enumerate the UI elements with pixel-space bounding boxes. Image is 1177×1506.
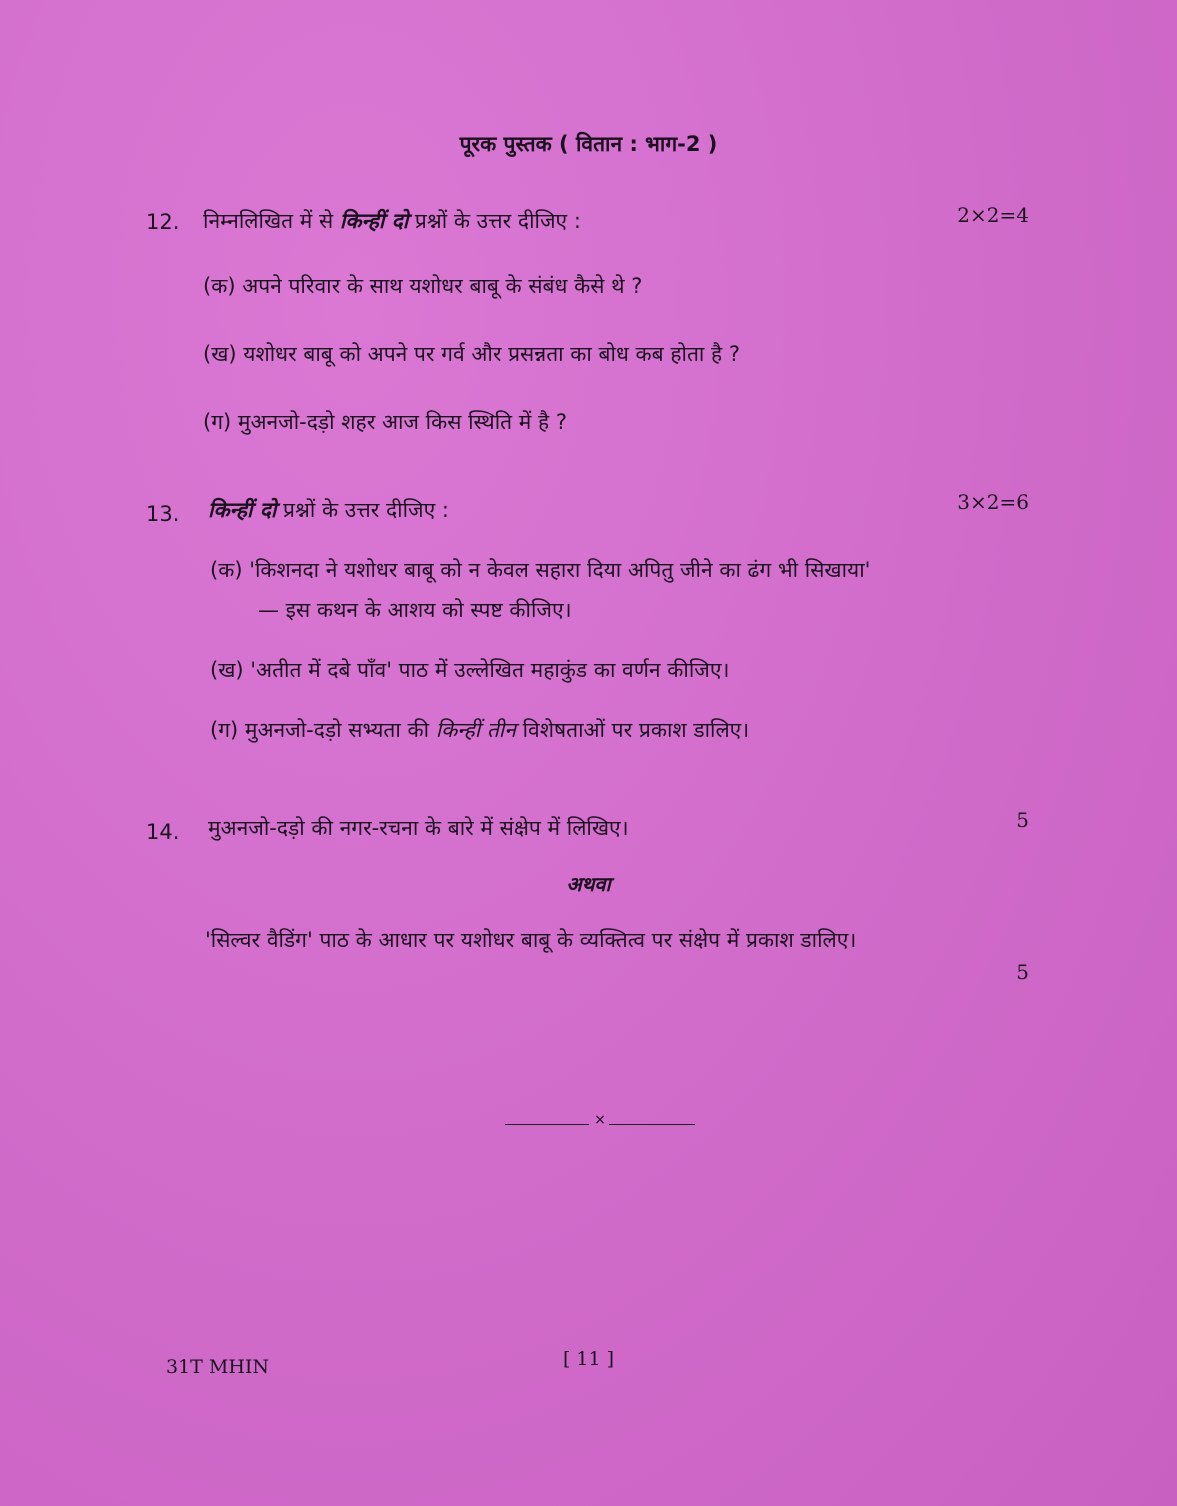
question-14-alternative-marks: 5 <box>1016 960 1029 984</box>
question-13-part-a-continuation: — इस कथन के आशय को स्पष्ट कीजिए। <box>258 598 572 622</box>
question-12-number: 12. <box>146 210 180 234</box>
question-12-emphasis: किन्हीं दो <box>339 209 409 233</box>
part-label: (ग) <box>203 410 232 434</box>
question-13-emphasis: किन्हीं दो <box>208 498 277 522</box>
question-12-prefix: निम्नलिखित में से <box>203 209 334 233</box>
end-cross: × <box>594 1112 606 1128</box>
question-14-alternative-text: 'सिल्वर वैडिंग' पाठ के आधार पर यशोधर बाबू के व्यक्तित्व पर संक्षेप में प्रकाश डालिए। <box>205 928 857 952</box>
question-13-suffix: प्रश्नों के उत्तर दीजिए : <box>283 498 450 522</box>
question-13-part-a <box>210 556 870 584</box>
question-12-prompt <box>203 207 581 235</box>
part-label: (क) <box>210 558 243 582</box>
question-13-number: 13. <box>146 502 180 526</box>
part-label: (ख) <box>203 342 237 366</box>
part-text: अपने परिवार के साथ यशोधर बाबू के संबंध कैसे थे ? <box>242 274 643 298</box>
part-suffix: विशेषताओं पर प्रकाश डालिए। <box>522 718 750 742</box>
question-13-marks: 3×2=6 <box>957 490 1029 514</box>
section-title: पूरक पुस्तक ( वितान : भाग-2 ) <box>459 132 718 156</box>
page-number: [ 11 ] <box>562 1348 615 1370</box>
part-label: (क) <box>203 274 236 298</box>
question-13-prompt <box>208 496 449 524</box>
question-12-part-a <box>203 272 642 300</box>
part-prefix: मुअनजो-दड़ो सभ्यता की <box>244 718 430 742</box>
question-14-text: मुअनजो-दड़ो की नगर-रचना के बारे में संक्षेप में लिखिए। <box>208 816 629 840</box>
part-text: 'किशनदा ने यशोधर बाबू को न केवल सहारा दिया अपितु जीने का ढंग भी सिखाया' <box>249 558 871 582</box>
part-text: यशोधर बाबू को अपने पर गर्व और प्रसन्नता का बोध कब होता है ? <box>243 342 740 366</box>
question-12-part-b <box>203 340 740 368</box>
question-14-number: 14. <box>146 820 180 844</box>
question-13-part-b <box>210 656 729 684</box>
question-14-marks: 5 <box>1016 808 1029 832</box>
end-line-right <box>609 1124 695 1125</box>
part-label: (ख) <box>210 658 244 682</box>
part-text: 'अतीत में दबे पाँव' पाठ में उल्लेखित महाकुंड का वर्णन कीजिए। <box>250 658 730 682</box>
paper-code: 31T MHIN <box>166 1356 270 1378</box>
part-emphasis: किन्हीं तीन <box>435 718 516 742</box>
question-13-part-c <box>210 716 749 744</box>
end-of-section-marker <box>505 1112 695 1136</box>
question-12-suffix: प्रश्नों के उत्तर दीजिए : <box>414 209 581 233</box>
part-label: (ग) <box>210 718 239 742</box>
part-text: मुअनजो-दड़ो शहर आज किस स्थिति में है ? <box>237 410 568 434</box>
or-label: अथवा <box>566 872 611 896</box>
question-12-part-c <box>203 408 567 436</box>
question-12-marks: 2×2=4 <box>957 203 1029 227</box>
